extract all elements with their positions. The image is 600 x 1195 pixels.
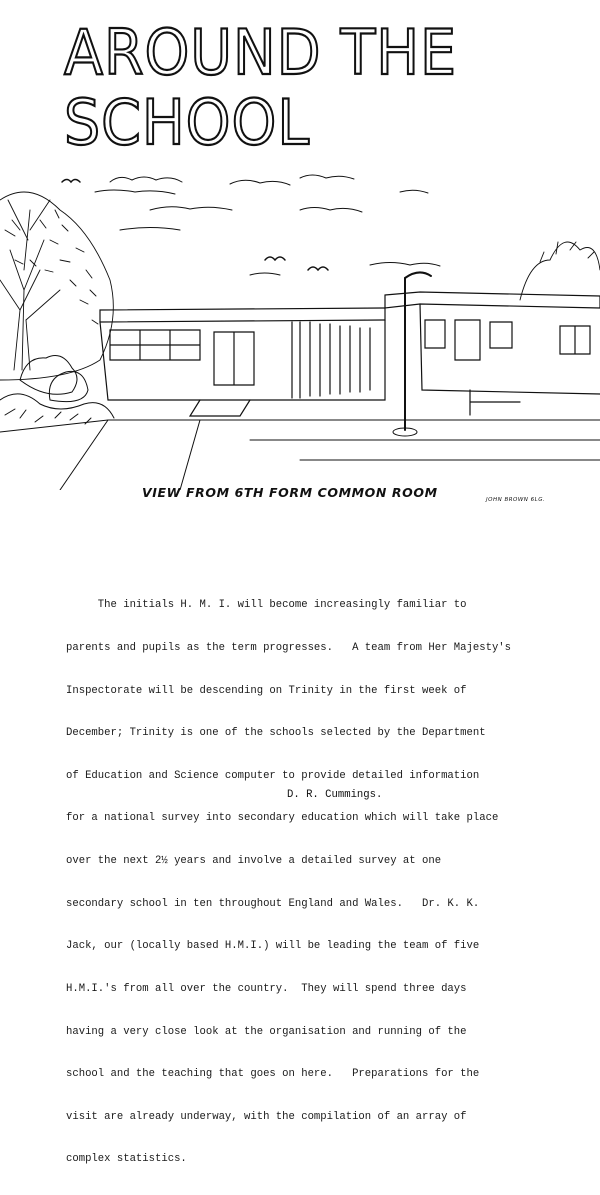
bushes xyxy=(0,356,114,424)
article-line: H.M.I.'s from all over the country. They will spend three days xyxy=(66,982,467,995)
article-line: of Education and Science computer to provide detailed information xyxy=(66,769,480,782)
article-line: school and the teaching that goes on here. Preparations for the xyxy=(66,1068,480,1081)
article-line: secondary school in ten throughout England and Wales. Dr. K. K. xyxy=(66,897,480,910)
article-line: having a very close look at the organisation and running of the xyxy=(66,1025,467,1038)
artist-credit: JOHN BROWN 6LG. xyxy=(486,497,546,503)
left-tree xyxy=(0,192,113,380)
right-tree xyxy=(520,242,600,300)
headline-line-1: AROUND THE xyxy=(64,16,457,89)
article-line: visit are already underway, with the compilation of an array of xyxy=(66,1110,467,1123)
school-building xyxy=(100,292,600,416)
headline-line-2: SCHOOL xyxy=(64,86,311,159)
illustration-caption: VIEW FROM 6TH FORM COMMON ROOM xyxy=(142,485,438,500)
article-line: complex statistics. xyxy=(66,1153,187,1166)
article-body xyxy=(66,570,546,1195)
article-line: The initials H. M. I. will become increasingly familiar to xyxy=(66,599,467,612)
school-view-illustration xyxy=(0,170,600,490)
clouds xyxy=(95,175,440,275)
article-line: Inspectorate will be descending on Trinity in the first week of xyxy=(66,684,467,697)
courtyard-path xyxy=(0,420,600,490)
article-line: for a national survey into secondary education which will take place xyxy=(66,812,499,825)
article-line: Jack, our (locally based H.M.I.) will be leading the team of five xyxy=(66,940,480,953)
article-line: December; Trinity is one of the schools selected by the Department xyxy=(66,727,486,740)
birds xyxy=(62,180,328,271)
author-signature: D. R. Cummings. xyxy=(287,789,383,801)
article-line: parents and pupils as the term progresses. A team from Her Majesty's xyxy=(66,642,512,655)
article-line: over the next 2½ years and involve a detailed survey at one xyxy=(66,855,442,868)
lamp-post xyxy=(393,272,431,436)
